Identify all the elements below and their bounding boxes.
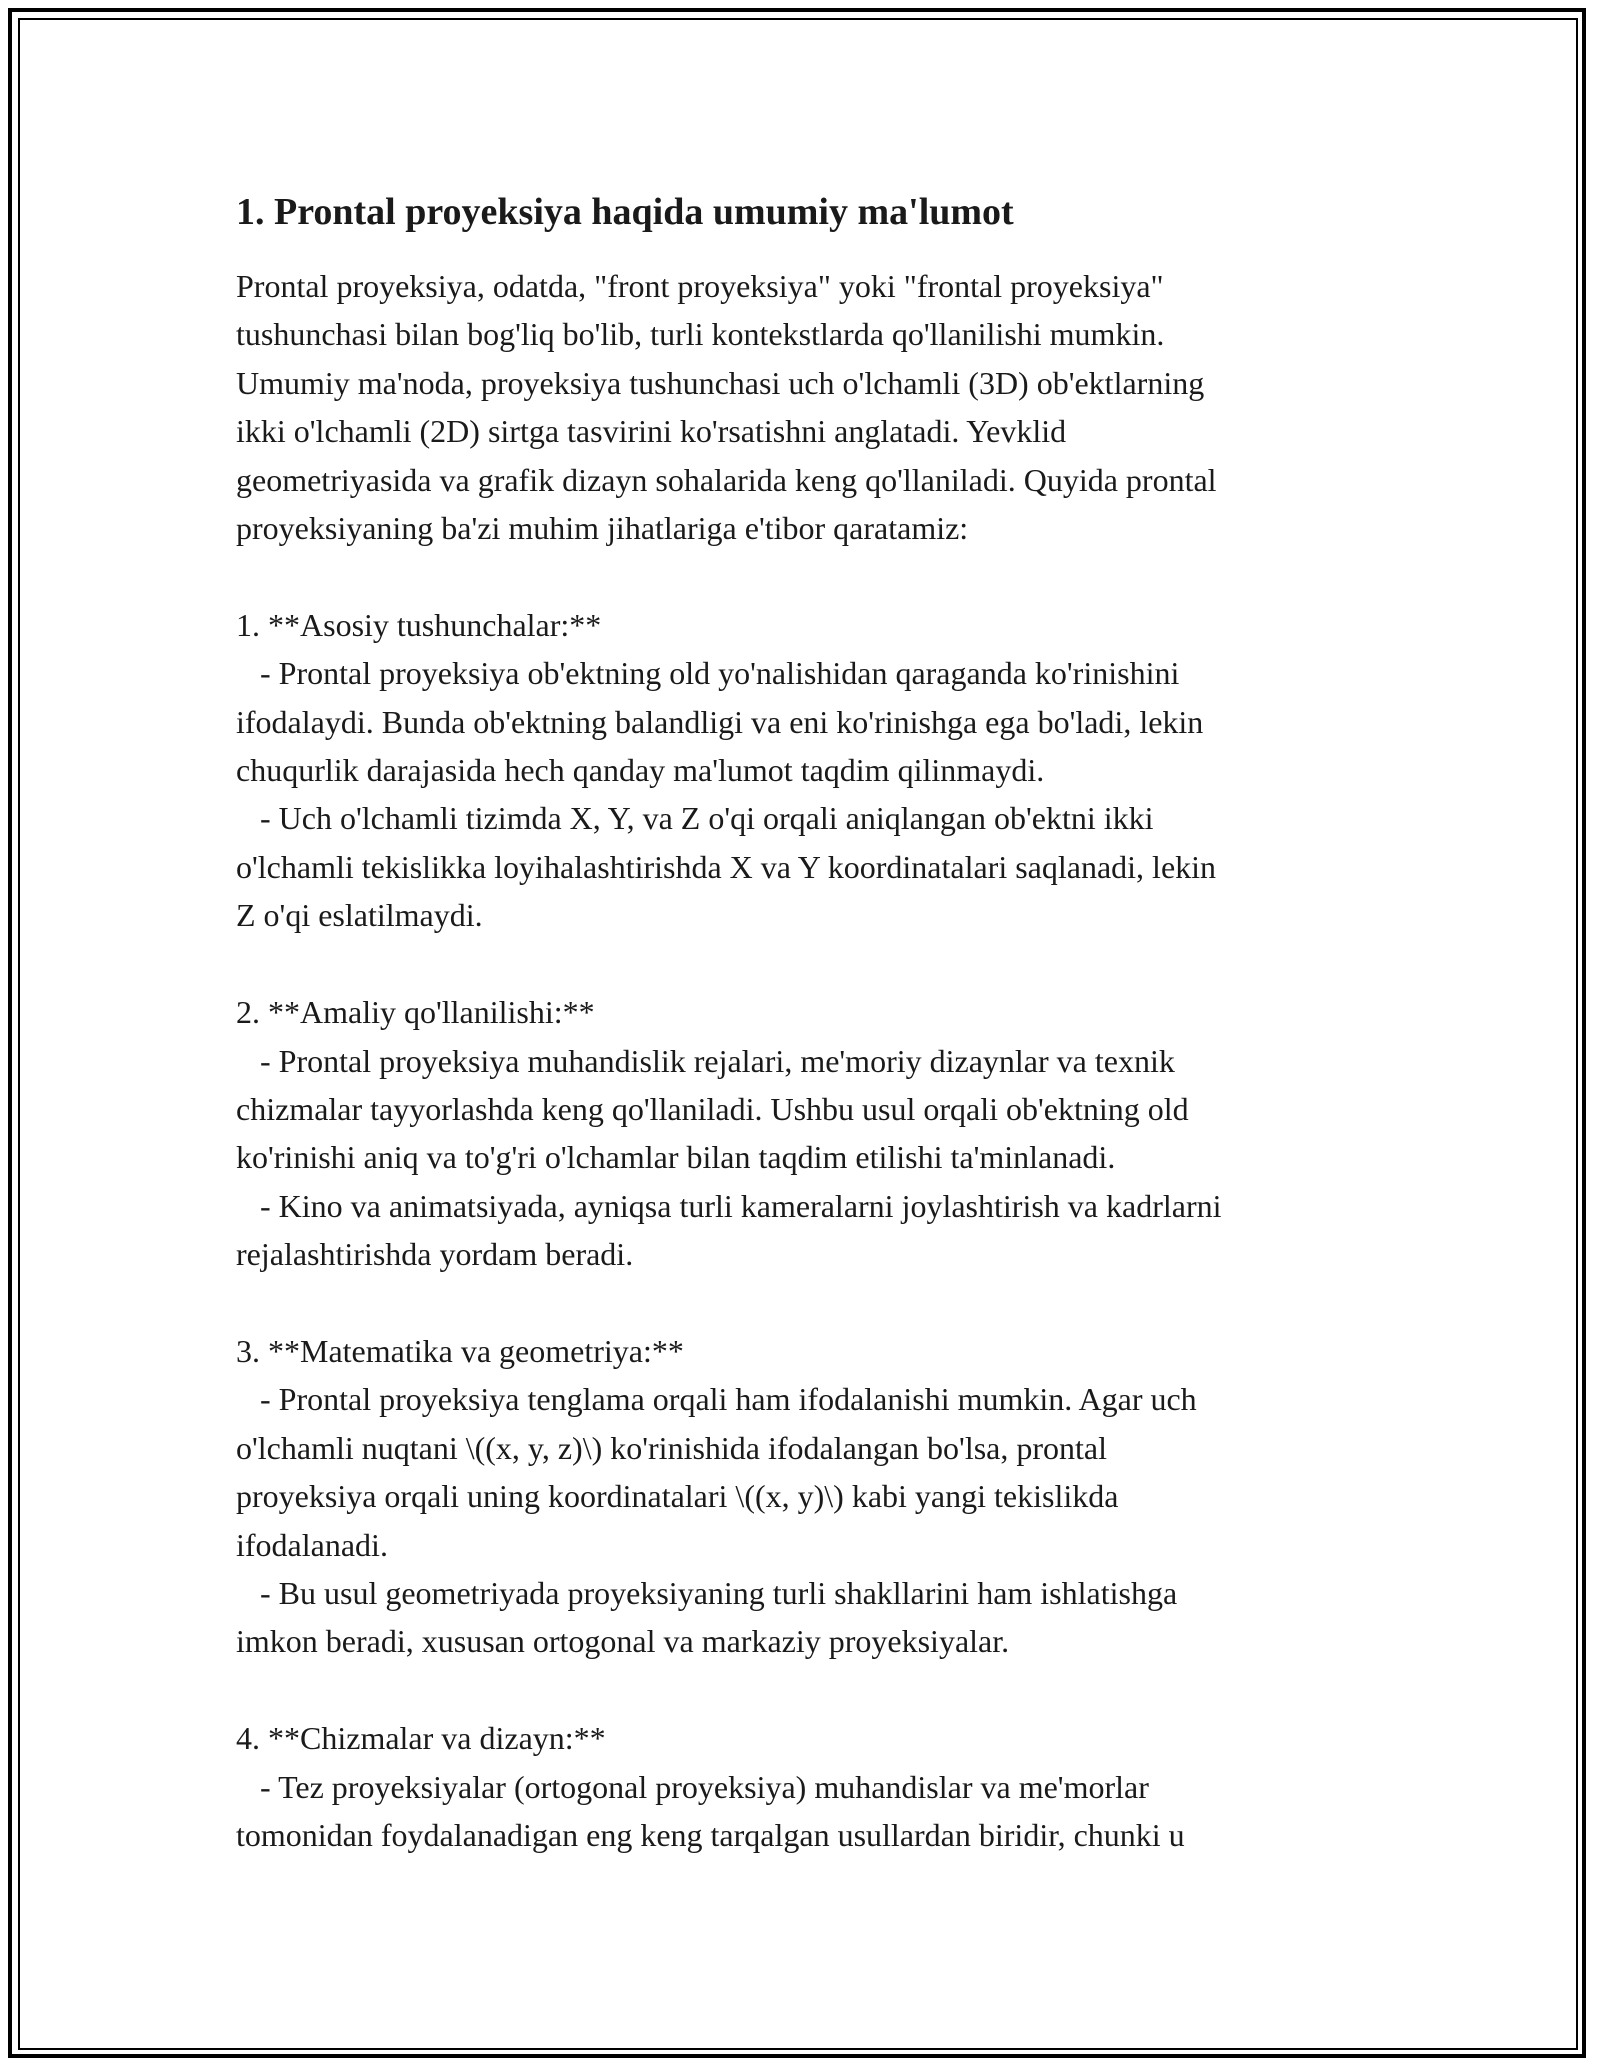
blank-line [236,1666,1376,1714]
section-math-geometry: 3. **Matematika va geometriya:** - Prontal proyeksiya tenglama orqali ham ifodalanishi mumkin. Agar uch o'lchamli nuqtani \((x, y, z)\) ko'rinishida ifodalangan bo'lsa, prontal proyeksiya orqali uning koordinatalari \((x, y)\) kabi yangi tekislikda ifodalanadi. - Bu usul geometriyada proyeksiyaning turli shakllarini ham ishlatishga imkon beradi, xususan ortogonal va markaziy proyeksiyalar. [236,1332,1197,1660]
blank-line [236,1279,1376,1327]
section-practical-use: 2. **Amaliy qo'llanilishi:** - Prontal proyeksiya muhandislik rejalari, me'moriy dizaynlar va texnik chizmalar tayyorlashda keng qo'llaniladi. Ushbu usul orqali ob'ektning old ko'rinishi aniq va to'g'ri o'lchamlar bilan taqdim etilishi ta'minlanadi. - Kino va animatsiyada, ayniqsa turli kameralarni joylashtirish va kadrlarni rejalashtirishda yordam beradi. [236,994,1222,1273]
section-basic-concepts: 1. **Asosiy tushunchalar:** - Prontal proyeksiya ob'ektning old yo'nalishidan qaraganda ko'rinishini ifodalaydi. Bunda ob'ektning balandligi va eni ko'rinishga ega bo'ladi, lekin chuqurlik darajasida hech qanday ma'lumot taqdim qilinmaydi. - Uch o'lchamli tizimda X, Y, va Z o'qi orqali aniqlangan ob'ektni ikki o'lchamli tekislikka loyihalashtirishda X va Y koordinatalari saqlanadi, lekin Z o'qi eslatilmaydi. [236,606,1217,934]
section-drawings-design: 4. **Chizmalar va dizayn:** - Tez proyeksiyalar (ortogonal proyeksiya) muhandislar va me'morlar tomonidan foydalanadigan eng keng tarqalgan usullardan biridir, chunki u [236,1720,1185,1853]
blank-line [236,940,1376,988]
blank-line [236,552,1376,600]
document-title: 1. Prontal proyeksiya haqida umumiy ma'lumot [236,191,1014,233]
intro-paragraph: Prontal proyeksiya, odatda, "front proyeksiya" yoki "frontal proyeksiya" tushunchasi bilan bog'liq bo'lib, turli kontekstlarda qo'llanilishi mumkin. Umumiy ma'noda, proyeksiya tushunchasi uch o'lchamli (3D) ob'ektlarning ikki o'lchamli (2D) sirtga tasvirini ko'rsatishni anglatadi. Yevklid geometriyasida va grafik dizayn sohalarida keng qo'llaniladi. Quyida prontal proyeksiyaning ba'zi muhim jihatlariga e'tibor qaratamiz: [236,268,1217,547]
document-body [236,188,1376,1859]
